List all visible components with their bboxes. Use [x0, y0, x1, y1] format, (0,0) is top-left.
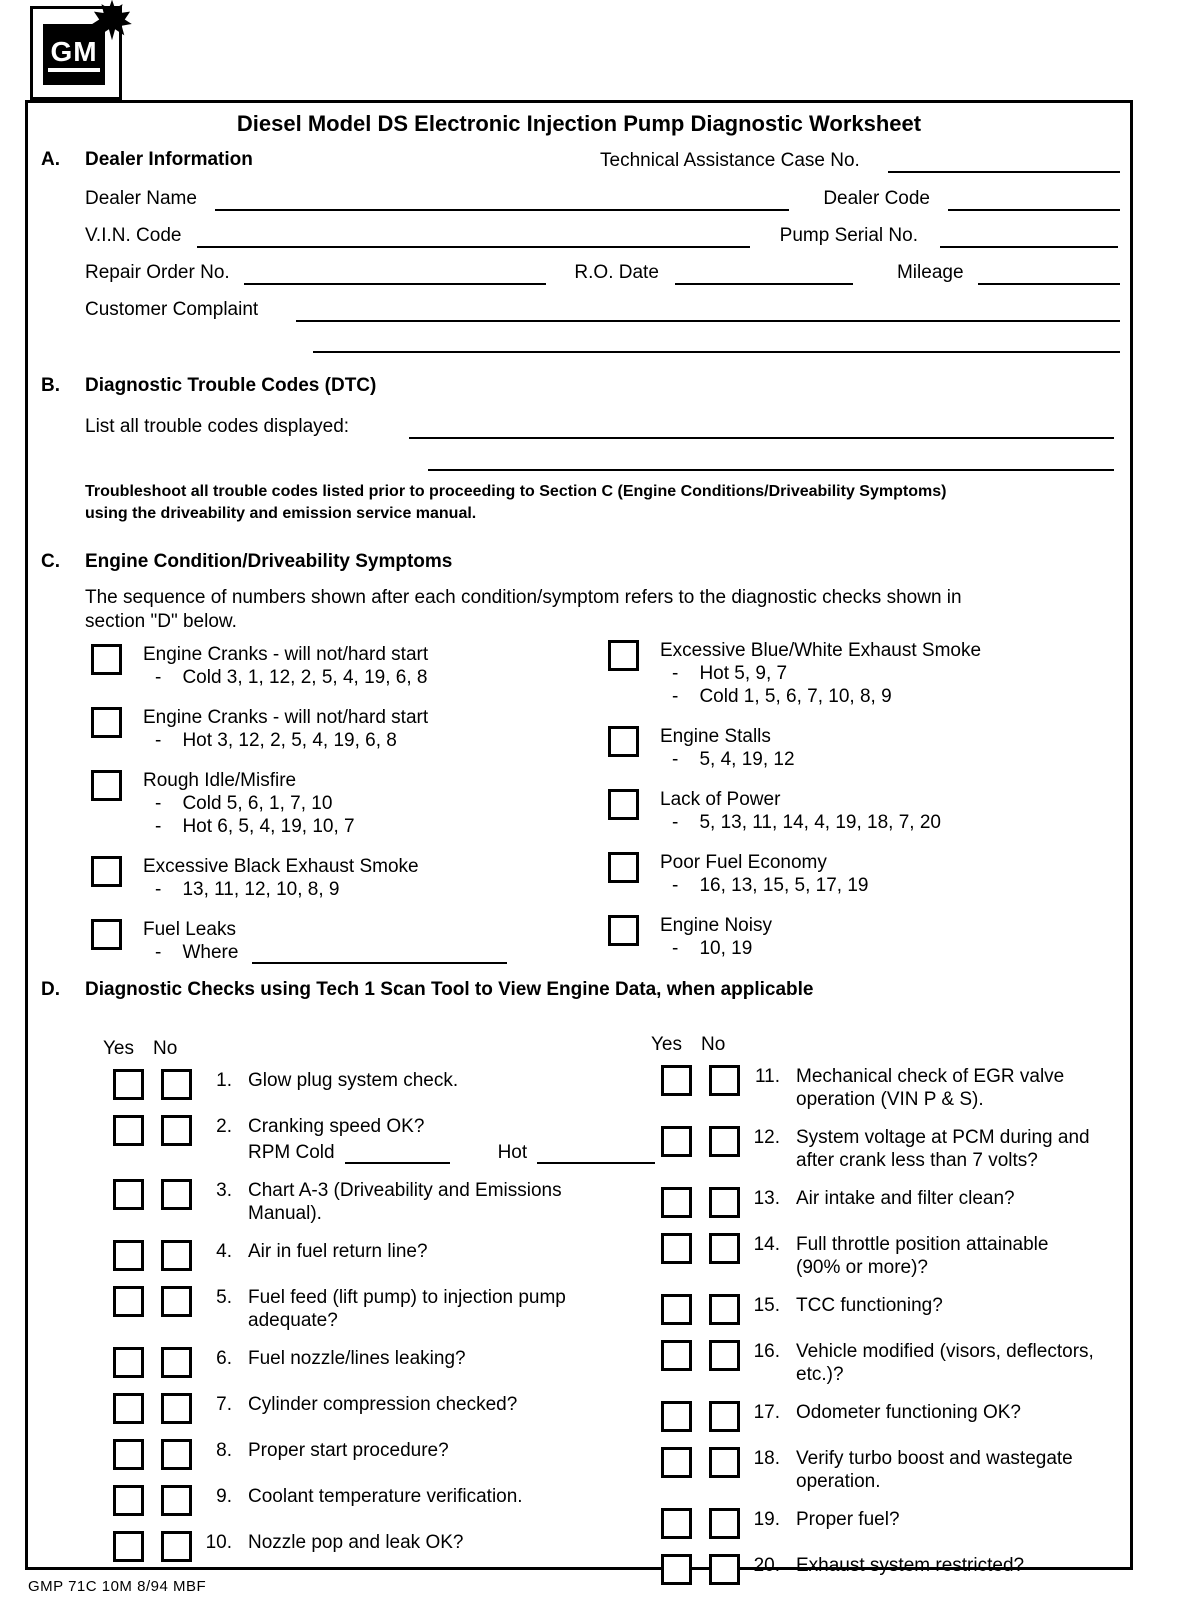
- symptom-item: [608, 788, 1118, 834]
- symptom-sequence: - Hot 3, 12, 2, 5, 4, 19, 6, 8: [155, 730, 397, 751]
- symptom-checkbox-lack-of-power[interactable]: [608, 789, 639, 820]
- check-number: 8.: [216, 1440, 232, 1461]
- ro-date-label: R.O. Date: [574, 262, 659, 283]
- symptom-sequence: - 10, 19: [672, 938, 753, 959]
- check-12-yes[interactable]: [661, 1126, 692, 1157]
- check-18-no[interactable]: [709, 1447, 740, 1478]
- check-20-yes[interactable]: [661, 1554, 692, 1585]
- check-8-no[interactable]: [161, 1439, 192, 1470]
- check-text: System voltage at PCM during and: [796, 1127, 1090, 1148]
- tech-case-label: Technical Assistance Case No.: [600, 150, 860, 171]
- check-text: Proper start procedure?: [248, 1440, 449, 1461]
- check-item: [113, 1069, 628, 1100]
- mileage-label: Mileage: [896, 262, 964, 283]
- check-number: 3.: [216, 1180, 232, 1201]
- check-text: etc.)?: [796, 1364, 844, 1385]
- check-number: 19.: [753, 1509, 780, 1530]
- check-item: [661, 1447, 1166, 1493]
- repair-order-field[interactable]: [244, 259, 547, 285]
- check-number: 18.: [753, 1448, 780, 1469]
- check-18-yes[interactable]: [661, 1447, 692, 1478]
- check-item: [113, 1531, 628, 1562]
- check-item: [661, 1554, 1166, 1585]
- yes-no-header: [103, 1037, 628, 1060]
- check-item: [661, 1401, 1166, 1432]
- mileage-field[interactable]: [978, 259, 1120, 285]
- check-6-yes[interactable]: [113, 1347, 144, 1378]
- dtc-note-line1: Troubleshoot all trouble codes listed prior to proceeding to Section C (Engine Conditions/Driveability Symptoms): [85, 483, 947, 500]
- check-item: [113, 1485, 628, 1516]
- symptom-item: [91, 706, 571, 752]
- no-label: No: [153, 1038, 178, 1059]
- check-1-no[interactable]: [161, 1069, 192, 1100]
- dealer-code-label: Dealer Code: [823, 188, 930, 209]
- symptom-item: [608, 914, 1118, 960]
- check-text: after crank less than 7 volts?: [796, 1150, 1038, 1171]
- symptom-sequence: - 16, 13, 15, 5, 17, 19: [672, 875, 869, 896]
- form-number: GMP 71C 10M 8/94 MBF: [28, 1578, 207, 1595]
- check-13-yes[interactable]: [661, 1187, 692, 1218]
- check-item: [661, 1187, 1166, 1218]
- dealer-row: [85, 185, 1120, 211]
- no-label: No: [701, 1034, 726, 1055]
- dtc-note-line2: using the driveability and emission service manual.: [85, 505, 477, 522]
- checks-left-column: [103, 1037, 628, 1577]
- check-number: 5.: [216, 1287, 232, 1308]
- check-text: Chart A-3 (Driveability and Emissions: [248, 1180, 562, 1201]
- symptom-sequence: - 13, 11, 12, 10, 8, 9: [155, 879, 340, 900]
- check-10-no[interactable]: [161, 1531, 192, 1562]
- check-2-yes[interactable]: [113, 1115, 144, 1146]
- check-13-no[interactable]: [709, 1187, 740, 1218]
- symptom-label: Engine Cranks - will not/hard start: [143, 644, 429, 665]
- tech-case-field[interactable]: [888, 147, 1120, 173]
- check-text: adequate?: [248, 1310, 338, 1331]
- check-text: Fuel feed (lift pump) to injection pump: [248, 1287, 566, 1308]
- symptom-checkbox-rough-idle[interactable]: [91, 770, 122, 801]
- symptom-checkbox-cranks-cold[interactable]: [91, 644, 122, 675]
- ro-date-field[interactable]: [675, 259, 853, 285]
- check-text: Cylinder compression checked?: [248, 1394, 518, 1415]
- complaint-row: [85, 296, 1120, 322]
- check-11-yes[interactable]: [661, 1065, 692, 1096]
- rpm-cold-label: RPM Cold: [248, 1142, 335, 1163]
- check-number: 10.: [205, 1532, 232, 1553]
- dtc-list-field-line1[interactable]: [409, 413, 1114, 439]
- form-title: Diesel Model DS Electronic Injection Pump Diagnostic Worksheet: [236, 111, 922, 136]
- dealer-name-label: Dealer Name: [85, 188, 197, 209]
- check-text: Cranking speed OK?: [248, 1116, 425, 1137]
- repair-row: [85, 259, 1120, 285]
- fuel-leaks-where-field[interactable]: [252, 941, 507, 964]
- check-3-no[interactable]: [161, 1179, 192, 1210]
- symptom-item: [91, 643, 571, 689]
- check-3-yes[interactable]: [113, 1179, 144, 1210]
- check-number: 15.: [753, 1295, 780, 1316]
- symptom-checkbox-engine-noisy[interactable]: [608, 915, 639, 946]
- symptom-label: Engine Noisy: [660, 915, 772, 936]
- symptom-sequence: - Cold 3, 1, 12, 2, 5, 4, 19, 6, 8: [155, 667, 428, 688]
- check-text: Manual).: [248, 1203, 322, 1224]
- check-number: 16.: [753, 1341, 780, 1362]
- rpm-hot-field[interactable]: [537, 1141, 655, 1164]
- check-item: [661, 1126, 1166, 1172]
- check-item: [661, 1294, 1166, 1325]
- check-15-no[interactable]: [709, 1294, 740, 1325]
- symptom-checkbox-engine-stalls[interactable]: [608, 726, 639, 757]
- symptom-label: Engine Stalls: [660, 726, 771, 747]
- check-number: 9.: [216, 1486, 232, 1507]
- check-text: Fuel nozzle/lines leaking?: [248, 1348, 466, 1369]
- maple-leaf-icon: [90, 0, 134, 42]
- symptom-checkbox-black-smoke[interactable]: [91, 856, 122, 887]
- symptom-checkbox-blue-white-smoke[interactable]: [608, 640, 639, 671]
- symptom-sequence: - 5, 4, 19, 12: [672, 749, 795, 770]
- check-17-no[interactable]: [709, 1401, 740, 1432]
- symptom-sequence: - Cold 1, 5, 6, 7, 10, 8, 9: [672, 686, 892, 707]
- symptom-sequence: - Hot 6, 5, 4, 19, 10, 7: [155, 816, 355, 837]
- section-c-heading: Engine Condition/Driveability Symptoms: [85, 551, 453, 572]
- symptoms-left-column: [91, 643, 571, 981]
- check-number: 6.: [216, 1348, 232, 1369]
- check-7-yes[interactable]: [113, 1393, 144, 1424]
- check-text: operation.: [796, 1471, 881, 1492]
- form-border-box: [25, 100, 1133, 1576]
- check-item: [113, 1347, 628, 1378]
- section-d-heading: Diagnostic Checks using Tech 1 Scan Tool to View Engine Data, when applicable: [85, 979, 814, 1000]
- symptom-label: Lack of Power: [660, 789, 781, 810]
- rpm-hot-label: Hot: [497, 1142, 528, 1163]
- gm-logo-text: GM: [48, 38, 99, 72]
- fuel-leaks-where-label: - Where: [155, 942, 239, 963]
- yes-no-header: [651, 1033, 1166, 1056]
- check-text: Mechanical check of EGR valve: [796, 1066, 1065, 1087]
- vin-field[interactable]: [197, 222, 749, 248]
- symptom-item: [91, 855, 571, 901]
- symptom-label: Fuel Leaks: [143, 919, 236, 940]
- check-16-yes[interactable]: [661, 1340, 692, 1371]
- symptom-label: Engine Cranks - will not/hard start: [143, 707, 429, 728]
- section-c-desc-line1: The sequence of numbers shown after each condition/symptom refers to the diagnostic checks shown in: [85, 587, 962, 608]
- check-text: TCC functioning?: [796, 1295, 943, 1316]
- section-c-desc-line2: section "D" below.: [85, 611, 237, 632]
- section-a-letter: A.: [41, 149, 60, 170]
- check-6-no[interactable]: [161, 1347, 192, 1378]
- check-item: [113, 1240, 628, 1271]
- symptom-checkbox-cranks-hot[interactable]: [91, 707, 122, 738]
- check-item: [113, 1393, 628, 1424]
- symptom-item: [608, 851, 1118, 897]
- section-b-letter: B.: [41, 375, 60, 396]
- check-14-yes[interactable]: [661, 1233, 692, 1264]
- symptom-label: Excessive Black Exhaust Smoke: [143, 856, 419, 877]
- symptom-item: [608, 725, 1118, 771]
- check-16-no[interactable]: [709, 1340, 740, 1371]
- repair-order-label: Repair Order No.: [85, 262, 230, 283]
- check-9-yes[interactable]: [113, 1485, 144, 1516]
- check-number: 4.: [216, 1241, 232, 1262]
- check-2-no[interactable]: [161, 1115, 192, 1146]
- checks-right-column: [651, 1033, 1166, 1600]
- check-item: [113, 1179, 628, 1225]
- complaint-field-line2[interactable]: [313, 327, 1120, 353]
- check-text: Nozzle pop and leak OK?: [248, 1532, 464, 1553]
- symptom-sequence: - Hot 5, 9, 7: [672, 663, 788, 684]
- symptom-label: Excessive Blue/White Exhaust Smoke: [660, 640, 982, 661]
- check-5-yes[interactable]: [113, 1286, 144, 1317]
- check-text: Odometer functioning OK?: [796, 1402, 1021, 1423]
- pump-serial-field[interactable]: [940, 222, 1118, 248]
- check-number: 11.: [754, 1066, 780, 1087]
- check-number: 14.: [753, 1234, 780, 1255]
- symptom-checkbox-poor-fuel-economy[interactable]: [608, 852, 639, 883]
- dtc-list-field-line2[interactable]: [428, 445, 1114, 471]
- check-15-yes[interactable]: [661, 1294, 692, 1325]
- check-text: Verify turbo boost and wastegate: [796, 1448, 1073, 1469]
- check-text: Coolant temperature verification.: [248, 1486, 523, 1507]
- symptom-label: Rough Idle/Misfire: [143, 770, 297, 791]
- yes-label: Yes: [103, 1038, 134, 1059]
- check-number: 20.: [753, 1555, 780, 1576]
- dtc-list-label: List all trouble codes displayed:: [85, 416, 350, 437]
- check-12-no[interactable]: [709, 1126, 740, 1157]
- check-text: Vehicle modified (visors, deflectors,: [796, 1341, 1094, 1362]
- complaint-label: Customer Complaint: [85, 299, 259, 320]
- check-number: 7.: [216, 1394, 232, 1415]
- symptom-item: [91, 769, 571, 838]
- symptom-item: [91, 918, 571, 964]
- rpm-row: [248, 1141, 655, 1164]
- check-text: (90% or more)?: [796, 1257, 928, 1278]
- check-text: Air intake and filter clean?: [796, 1188, 1015, 1209]
- section-d-letter: D.: [41, 979, 60, 1000]
- check-5-no[interactable]: [161, 1286, 192, 1317]
- complaint-field-line1[interactable]: [296, 296, 1120, 322]
- check-text: Full throttle position attainable: [796, 1234, 1049, 1255]
- check-item: [661, 1065, 1166, 1111]
- vin-row: [85, 222, 1118, 248]
- check-20-no[interactable]: [709, 1554, 740, 1585]
- check-9-no[interactable]: [161, 1485, 192, 1516]
- section-c-description: [85, 586, 962, 634]
- symptom-label: Poor Fuel Economy: [660, 852, 827, 873]
- symptom-item: [608, 639, 1118, 708]
- check-number: 12.: [753, 1127, 780, 1148]
- check-10-yes[interactable]: [113, 1531, 144, 1562]
- check-item: [661, 1340, 1166, 1386]
- check-19-yes[interactable]: [661, 1508, 692, 1539]
- symptom-checkbox-fuel-leaks[interactable]: [91, 919, 122, 950]
- check-number: 13.: [753, 1188, 780, 1209]
- symptom-sequence: - 5, 13, 11, 14, 4, 19, 18, 7, 20: [672, 812, 941, 833]
- check-11-no[interactable]: [709, 1065, 740, 1096]
- check-text: Glow plug system check.: [248, 1070, 459, 1091]
- symptom-sequence: - Cold 5, 6, 1, 7, 10: [155, 793, 333, 814]
- check-17-yes[interactable]: [661, 1401, 692, 1432]
- check-item: [661, 1508, 1166, 1539]
- check-text: Proper fuel?: [796, 1509, 900, 1530]
- rpm-cold-field[interactable]: [345, 1141, 450, 1164]
- check-1-yes[interactable]: [113, 1069, 144, 1100]
- check-19-no[interactable]: [709, 1508, 740, 1539]
- check-text: operation (VIN P & S).: [796, 1089, 984, 1110]
- check-7-no[interactable]: [161, 1393, 192, 1424]
- check-14-no[interactable]: [709, 1233, 740, 1264]
- check-item: [113, 1439, 628, 1470]
- dtc-note: [85, 481, 946, 525]
- check-item: [113, 1286, 628, 1332]
- check-number: 17.: [753, 1402, 780, 1423]
- vin-label: V.I.N. Code: [85, 225, 182, 246]
- check-text: Air in fuel return line?: [248, 1241, 428, 1262]
- check-number: 1.: [216, 1070, 232, 1091]
- yes-label: Yes: [651, 1034, 682, 1055]
- check-text: Exhaust system restricted?: [796, 1555, 1025, 1576]
- section-c-letter: C.: [41, 551, 60, 572]
- pump-serial-label: Pump Serial No.: [779, 225, 918, 246]
- symptoms-right-column: [608, 639, 1118, 977]
- section-a-heading: Dealer Information: [85, 149, 253, 170]
- check-number: 2.: [216, 1116, 232, 1137]
- tech-case-row: [600, 147, 1120, 173]
- dtc-list-row: [85, 413, 1114, 439]
- check-4-no[interactable]: [161, 1240, 192, 1271]
- dealer-name-field[interactable]: [215, 185, 789, 211]
- check-item: [661, 1233, 1166, 1279]
- dealer-code-field[interactable]: [948, 185, 1120, 211]
- check-8-yes[interactable]: [113, 1439, 144, 1470]
- check-item: [113, 1115, 628, 1164]
- section-b-heading: Diagnostic Trouble Codes (DTC): [85, 375, 377, 396]
- check-4-yes[interactable]: [113, 1240, 144, 1271]
